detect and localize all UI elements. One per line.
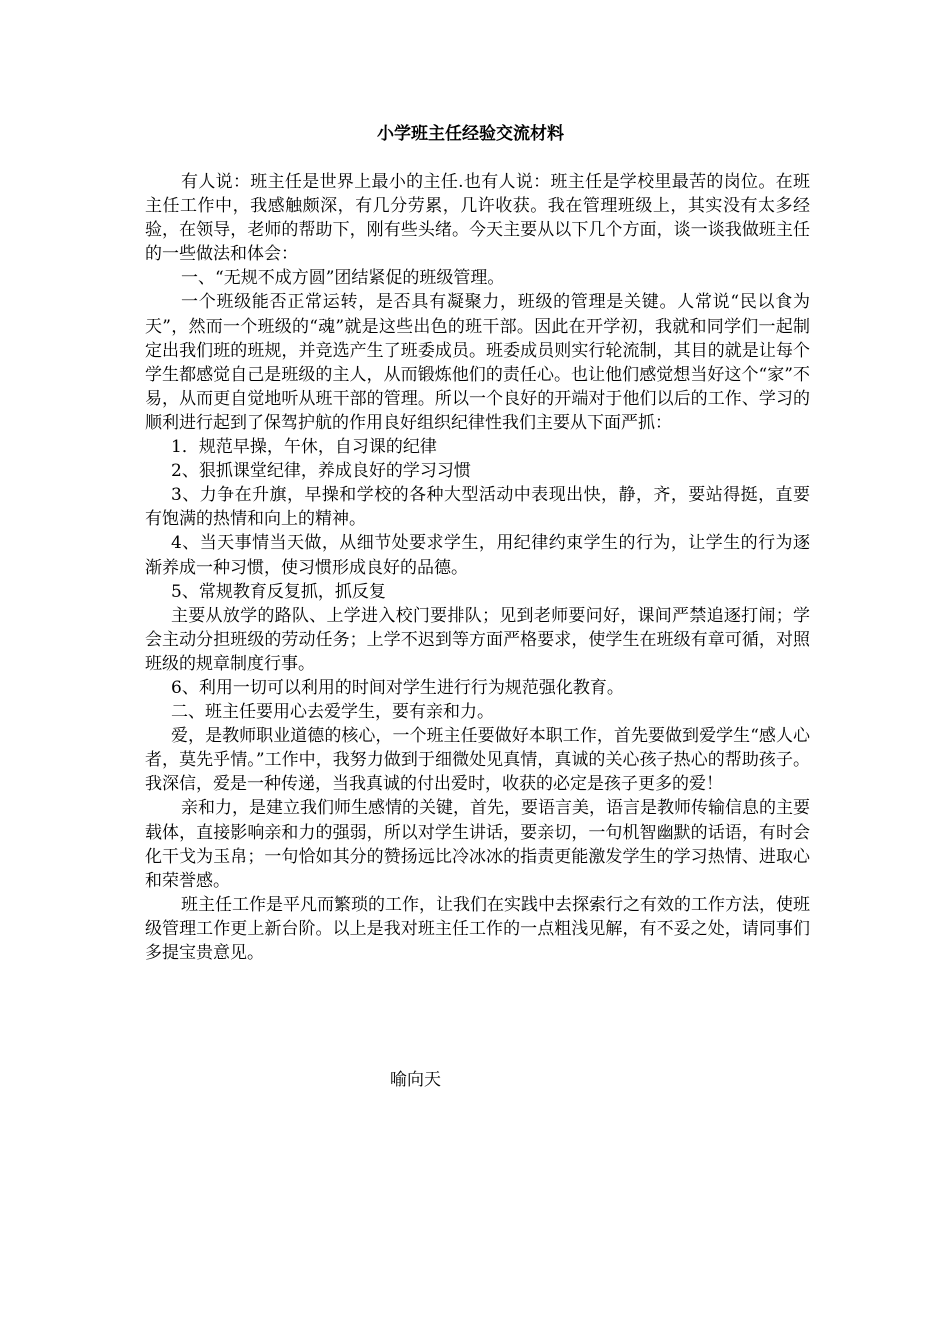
paragraph-affinity: 亲和力，是建立我们师生感情的关键，首先，要语言美，语言是教师传输信息的主要载体，直接影响亲和力的强弱，所以对学生讲话，要亲切，一句机智幽默的话语，有时会化干戈为玉帛；一句恰如其分的赞扬远比冷冰冰的指责更能激发学生的学习热情、进取心和荣誉感。 <box>145 798 810 891</box>
author-signature: 喻向天 <box>390 1070 441 1090</box>
list-item-2: 2、狠抓课堂纪律，养成良好的学习习惯 <box>171 461 471 482</box>
paragraph-class-management: 一个班级能否正常运转，是否具有凝聚力，班级的管理是关键。人常说“民以食为天”，然而一个班级的“魂”就是这些出色的班干部。因此在开学初，我就和同学们一起制定出我们班的班规，并竞选产生了班委成员。班委成员则实行轮流制，其目的就是让每个学生都感觉自己是班级的主人，从而锻炼他们的责任心。也让他们感觉想当好这个“家”不易，从而更自觉地听从班干部的管理。所以一个良好的开端对于他们以后的工作、学习的顺利进行起到了保驾护航的作用良好组织纪律性我们主要从下面严抓： <box>145 292 810 433</box>
document-body <box>145 122 810 1090</box>
list-item-6: 6、利用一切可以利用的时间对学生进行行为规范强化教育。 <box>171 677 624 698</box>
paragraph-routine-details: 主要从放学的路队、上学进入校门要排队；见到老师要问好，课间严禁追逐打闹；学会主动分担班级的劳动任务；上学不迟到等方面严格要求，使学生在班级有章可循，对照班级的规章制度行事。 <box>145 605 810 674</box>
paragraph-love: 爱，是教师职业道德的核心，一个班主任要做好本职工作，首先要做到爱学生“感人心者，莫先乎情。”工作中，我努力做到于细微处见真情，真诚的关心孩子热心的帮助孩子。我深信，爱是一种传递，当我真诚的付出爱时，收获的必定是孩子更多的爱！ <box>145 726 810 795</box>
list-item-4: 4、当天事情当天做，从细节处要求学生，用纪律约束学生的行为，让学生的行为逐渐养成一种习惯，使习惯形成良好的品德。 <box>145 533 810 578</box>
document-title: 小学班主任经验交流材料 <box>377 124 564 144</box>
list-item-1: 1．规范早操，午休，自习课的纪律 <box>171 437 437 458</box>
list-item-5: 5、常规教育反复抓，抓反复 <box>171 581 386 602</box>
list-item-3: 3、力争在升旗，早操和学校的各种大型活动中表现出快，静，齐，要站得挺，直要有饱满的热情和向上的精神。 <box>145 485 810 530</box>
section-heading-one: 一、“无规不成方圆”团结紧促的班级管理。 <box>181 268 505 289</box>
paragraph-intro: 有人说：班主任是世界上最小的主任.也有人说：班主任是学校里最苦的岗位。在班主任工作中，我感触颇深，有几分劳累，几许收获。我在管理班级上，其实没有太多经验，在领导，老师的帮助下，刚有些头绪。今天主要从以下几个方面，谈一谈我做班主任的一些做法和体会： <box>145 172 810 265</box>
paragraph-conclusion: 班主任工作是平凡而繁琐的工作，让我们在实践中去探索行之有效的工作方法，使班级管理工作更上新台阶。以上是我对班主任工作的一点粗浅见解，有不妥之处，请同事们多提宝贵意见。 <box>145 894 810 963</box>
section-heading-two: 二、班主任要用心去爱学生，要有亲和力。 <box>171 702 494 723</box>
